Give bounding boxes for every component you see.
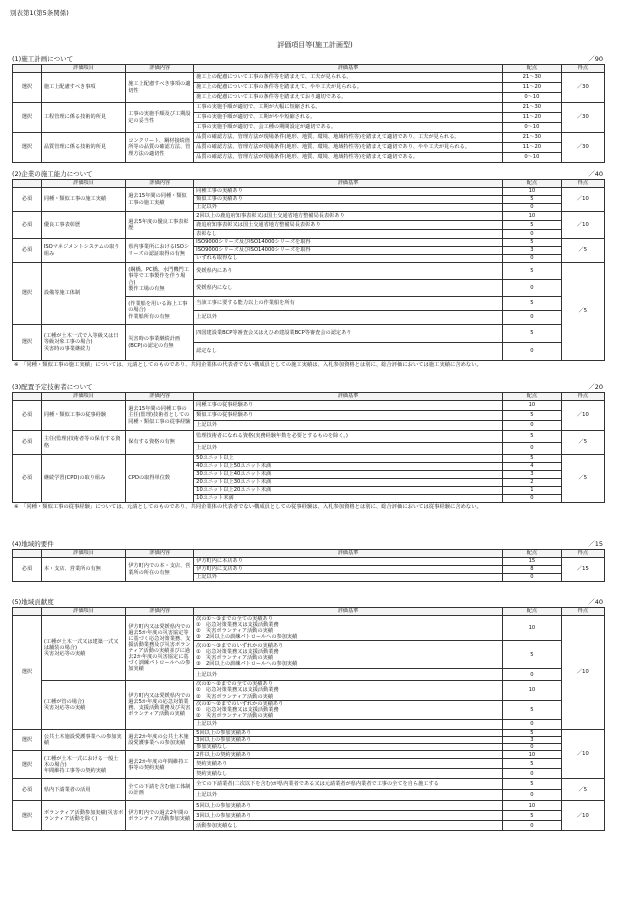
criteria-text: 類似工事の実績あり — [194, 196, 503, 204]
selection-type: 選択 — [13, 133, 42, 163]
section-total: ／40 — [588, 170, 603, 178]
header-criteria: 評価基準 — [194, 180, 503, 188]
score-cell: ／10 — [561, 801, 604, 831]
header-item: 評価項目 — [41, 180, 125, 188]
section-total: ／40 — [588, 598, 603, 606]
criteria-text: 3回以上の参加実績あり — [194, 737, 503, 744]
section-title-text: (5)地域貢献度 — [12, 598, 54, 606]
selection-type: 必須 — [13, 779, 42, 801]
evaluation-table — [12, 179, 605, 361]
criteria-text: 全ての下請業者(二次以下を含む)が県内業者である又は元請業者が県内業者で工事の全てを自ら施工する — [194, 779, 503, 790]
points-value: 21～30 — [503, 133, 562, 143]
section-note: ※ 「同種・類似工事の従事経験」については、元請としてのものであり、共同企業体の代表者でない構成員としての従事経験は、入札参加資格とは別に、総合評価においては従事経験に含めない。 — [14, 504, 482, 510]
criteria-text: 施工上の配慮について工事の条件等を踏まえており適切である。 — [194, 93, 503, 103]
points-value: 0 — [503, 230, 562, 239]
points-value: 0 — [503, 421, 562, 431]
criteria-text: 同種工事の実績あり — [194, 188, 503, 196]
header-blank — [13, 393, 42, 401]
points-value: 10 — [503, 751, 562, 759]
criteria-row — [13, 616, 605, 641]
points-value: 0 — [503, 280, 562, 297]
evaluation-item: 継続学習(CPD)の取り組み — [41, 455, 125, 503]
evaluation-content: CPDの取得単位数 — [126, 455, 194, 503]
criteria-row — [13, 751, 605, 759]
selection-type: 必須 — [13, 455, 42, 503]
evaluation-item: 設備等施工体制 — [41, 263, 125, 325]
selection-type: 必須 — [13, 401, 42, 431]
points-value: 1 — [503, 487, 562, 495]
selection-type: 選択 — [13, 263, 42, 325]
header-score: 得点 — [561, 65, 604, 73]
criteria-text: 四国建設業BCP等審査会又はえひめ建設業BCP等審査会の認定あり — [194, 325, 503, 343]
criteria-row — [13, 401, 605, 411]
header-content: 評価内容 — [126, 180, 194, 188]
points-value: 5 — [503, 239, 562, 247]
section-note: ※ 「同種・類似工事の施工実績」については、元請としてのものであり、共同企業体の代表者でない構成員としての施工実績は、入札参加資格とは別に、総合評価においては施工実績に含めない。 — [14, 362, 482, 368]
criteria-text: 40ユニット以上50ユニット未満 — [194, 463, 503, 471]
evaluation-item: 工程管理に係る技術的所見 — [41, 103, 125, 133]
points-value: 0～10 — [503, 123, 562, 133]
header-points: 配点 — [503, 180, 562, 188]
points-value: 10 — [503, 212, 562, 221]
evaluation-item: 本・支店、営業所の有無 — [41, 558, 125, 582]
criteria-text: 5回以上の参加実績あり — [194, 801, 503, 811]
section-total: ／90 — [588, 55, 603, 63]
score-cell: ／10 — [561, 401, 604, 431]
evaluation-item: ボランティア活動参加実績(災害ボランティア活動を除く) — [41, 801, 125, 831]
criteria-text: 品質の確認方法、管理方法が現場条件(地形、地質、環境、地域特性等)を踏まえて適切であり、やや工夫が見られる。 — [194, 143, 503, 153]
evaluation-content: 過去2か年度の公共土木施設愛護事業への参加実績 — [126, 729, 194, 750]
points-value: 4 — [503, 463, 562, 471]
evaluation-content: 工事の実施手順及び工期設定の妥当性 — [126, 103, 194, 133]
score-cell: ／5 — [561, 779, 604, 801]
criteria-row — [13, 212, 605, 221]
evaluation-item: 同種・類似工事の従事経験 — [41, 401, 125, 431]
section-total: ／15 — [588, 540, 603, 548]
header-content: 評価内容 — [126, 393, 194, 401]
points-value: 0 — [503, 343, 562, 361]
evaluation-table — [12, 392, 605, 503]
points-value: 5 — [503, 263, 562, 280]
criteria-row — [13, 133, 605, 143]
header-criteria: 評価基準 — [194, 550, 503, 558]
evaluation-item: 県内下請業者の活用 — [41, 779, 125, 801]
evaluation-item: (工種が土木一式で入等級又は日等級対象工事の場合) 災害時の事業継続力 — [41, 325, 125, 361]
header-item: 評価項目 — [41, 393, 125, 401]
header-points: 配点 — [503, 393, 562, 401]
evaluation-item: 同種・類似工事の施工実績 — [41, 188, 125, 212]
header-row — [13, 393, 605, 401]
points-value: 0～10 — [503, 93, 562, 103]
score-cell: ／10 — [561, 616, 604, 730]
criteria-text: 上記以外 — [194, 204, 503, 212]
header-blank — [13, 180, 42, 188]
selection-type: 必須 — [13, 188, 42, 212]
criteria-text: 契約実績なし — [194, 769, 503, 779]
score-cell: ／5 — [561, 263, 604, 361]
evaluation-item: 公共土木施設愛護事業への参加実績 — [41, 729, 125, 750]
section-title — [12, 540, 605, 549]
page-header: 別表第1(第5条関係) — [10, 9, 69, 17]
evaluation-table — [12, 64, 605, 163]
criteria-text: 愛媛県内になし — [194, 280, 503, 297]
criteria-text: 工事の実施手順が適切で、工期が大幅に短縮される。 — [194, 103, 503, 113]
score-cell: ／30 — [561, 133, 604, 163]
points-value: 10 — [503, 681, 562, 700]
criteria-text: 2件以上の契約実績あり — [194, 751, 503, 759]
evaluation-content: 過去2か年度の年間維持工事等の契約実績 — [126, 751, 194, 779]
score-cell: ／5 — [561, 239, 604, 263]
header-item: 評価項目 — [41, 550, 125, 558]
criteria-text: 上記以外 — [194, 421, 503, 431]
criteria-text: 施工上の配慮について工事の条件等を踏まえて、工夫が見られる。 — [194, 73, 503, 83]
evaluation-content: (作業船を用いる海上工事の場合) 作業船所有の有無 — [126, 297, 194, 325]
criteria-row — [13, 325, 605, 343]
section-title-text: (1)施工計画について — [12, 55, 74, 63]
score-cell: ／10 — [561, 729, 604, 778]
evaluation-item: (工種が管の場合) 災害対応等の実績 — [41, 681, 125, 730]
evaluation-item: 施工上配慮すべき事項 — [41, 73, 125, 103]
criteria-text: 伊方町内に本店あり — [194, 558, 503, 566]
points-value: 10 — [503, 401, 562, 411]
criteria-text: 10ユニット未満 — [194, 495, 503, 503]
points-value: 5 — [503, 641, 562, 669]
header-item: 評価項目 — [41, 65, 125, 73]
points-value: 0 — [503, 669, 562, 681]
evaluation-item: 主任(監理)技術者等の保有する資格 — [41, 431, 125, 455]
criteria-row — [13, 263, 605, 280]
header-blank — [13, 550, 42, 558]
points-value: 0 — [503, 574, 562, 582]
criteria-text: いずれも取得なし — [194, 255, 503, 263]
header-score: 得点 — [561, 393, 604, 401]
points-value: 5 — [503, 221, 562, 230]
evaluation-item: (工種が土木一式における一般土木の場合) 年間維持工事等の契約実績 — [41, 751, 125, 779]
criteria-text: ISO9000シリーズ及びISO14000シリーズを取得 — [194, 239, 503, 247]
section-total: ／20 — [588, 383, 603, 391]
criteria-text: 3回以上の参加実績あり — [194, 811, 503, 821]
section-title — [12, 55, 605, 64]
section-4 — [12, 540, 605, 582]
criteria-text: 上記以外 — [194, 443, 503, 455]
evaluation-table — [12, 549, 605, 582]
evaluation-content: 過去5年度の優良工事表彰歴 — [126, 212, 194, 239]
criteria-text: 2回以上の鹿追府知事表彰又は国土交通省地方整備局長表彰あり — [194, 212, 503, 221]
header-row — [13, 550, 605, 558]
section-title — [12, 383, 605, 392]
section-title-text: (4)地域的要件 — [12, 540, 54, 548]
section-title — [12, 170, 605, 179]
selection-type: 必須 — [13, 212, 42, 239]
criteria-row — [13, 779, 605, 790]
evaluation-item: 優良工事表彰歴 — [41, 212, 125, 239]
points-value: 15 — [503, 558, 562, 566]
header-blank — [13, 65, 42, 73]
header-score: 得点 — [561, 180, 604, 188]
header-row — [13, 65, 605, 73]
evaluation-content: 保有する資格の有無 — [126, 431, 194, 455]
score-cell: ／30 — [561, 103, 604, 133]
criteria-text: 上記以外 — [194, 669, 503, 681]
points-value: 10 — [503, 801, 562, 811]
points-value: 3 — [503, 737, 562, 744]
points-value: 3 — [503, 247, 562, 255]
points-value: 5 — [503, 729, 562, 736]
criteria-text: 20ユニット以上30ユニット未満 — [194, 479, 503, 487]
document-title: 評価項目等(施工計画型) — [277, 41, 353, 49]
criteria-text: 30ユニット以上40ユニット未満 — [194, 471, 503, 479]
score-cell: ／30 — [561, 73, 604, 103]
selection-type: 選択 — [13, 73, 42, 103]
points-value: 0 — [503, 311, 562, 325]
header-row — [13, 608, 605, 616]
evaluation-content: コンクリート、鋼材接続箇所等の品質の確認方法、管理方法の適切性 — [126, 133, 194, 163]
evaluation-item: 品質管理に係る技術的所見 — [41, 133, 125, 163]
section-2 — [12, 170, 605, 368]
header-blank — [13, 608, 42, 616]
header-score: 得点 — [561, 608, 604, 616]
points-value: 11～20 — [503, 83, 562, 93]
selection-type: 選択 — [13, 325, 42, 361]
points-value: 10 — [503, 616, 562, 641]
criteria-row — [13, 188, 605, 196]
section-title-text: (2)企業の施工能力について — [12, 170, 93, 178]
header-row — [13, 180, 605, 188]
evaluation-table — [12, 607, 605, 831]
section-5 — [12, 598, 605, 831]
criteria-text: 50ユニット以上 — [194, 455, 503, 463]
points-value: 5 — [503, 700, 562, 719]
criteria-text: 次の①～③までのいずれかの実績あり ① 応急対策業務又は支援活動業務 ② 災害ボランティア活動の実績 ③ 2回以上の訓練パトロールへの参加実績 — [194, 641, 503, 669]
score-cell: ／10 — [561, 188, 604, 212]
header-criteria: 評価基準 — [194, 608, 503, 616]
points-value: 0 — [503, 495, 562, 503]
points-value: 5 — [503, 431, 562, 443]
selection-type: 選択 — [13, 103, 42, 133]
score-cell: ／10 — [561, 212, 604, 239]
criteria-text: 品質の確認方法、管理方法が現場条件(地形、地質、環境、地域特性等)を踏まえて適切である。 — [194, 153, 503, 163]
points-value: 0 — [503, 204, 562, 212]
criteria-text: 次の①～②までの全ての実績あり ① 応急対策業務又は支援活動業務 ② 災害ボランティア活動の実績 — [194, 681, 503, 700]
criteria-row — [13, 681, 605, 700]
criteria-row — [13, 431, 605, 443]
evaluation-item: (工種が土木一式又は建築一式又は舗装の場合) 災害対応等の実績 — [41, 616, 125, 681]
points-value: 0 — [503, 719, 562, 729]
evaluation-content: 伊方町内又は愛媛県内での過去5か年度の災害協定等に基づく応急対策業務、支援活動業務及び災害ボランティア活動の実績並びに過去2か年度の災害協定に基づく訓練パトロールへの参加実績 — [126, 616, 194, 681]
points-value: 0 — [503, 443, 562, 455]
criteria-text: 参加実績なし — [194, 744, 503, 751]
criteria-text: 活動参加実績なし — [194, 821, 503, 831]
points-value: 5 — [503, 196, 562, 204]
criteria-text: 当該工事に要する能力以上の作業船を所有 — [194, 297, 503, 311]
points-value: 0～10 — [503, 153, 562, 163]
criteria-text: 次の①～③までの全ての実績あり ① 応急対策業務又は支援活動業務 ② 災害ボランティア活動の実績 ③ 2回以上の訓練パトロールへの参加実績 — [194, 616, 503, 641]
points-value: 0 — [503, 821, 562, 831]
criteria-text: 施工上の配慮について工事の条件等を踏まえて、やや工夫が見られる。 — [194, 83, 503, 93]
header-criteria: 評価基準 — [194, 65, 503, 73]
section-3 — [12, 383, 605, 510]
criteria-text: 愛媛県内にあり — [194, 263, 503, 280]
criteria-row — [13, 801, 605, 811]
score-cell: ／5 — [561, 431, 604, 455]
points-value: 0 — [503, 255, 562, 263]
selection-type: 選択 — [13, 801, 42, 831]
selection-type: 必須 — [13, 558, 42, 582]
evaluation-content: 全ての下請を含む施工体制の計画 — [126, 779, 194, 801]
points-value: 5 — [503, 297, 562, 311]
evaluation-content: 伊方町内での本・支店、営業所の所在の有無 — [126, 558, 194, 582]
points-value: 5 — [503, 759, 562, 769]
evaluation-content: 伊方町内での過去2年間のボランティア活動参加実績 — [126, 801, 194, 831]
points-value: 5 — [503, 455, 562, 463]
criteria-text: 認定なし — [194, 343, 503, 361]
header-criteria: 評価基準 — [194, 393, 503, 401]
header-points: 配点 — [503, 65, 562, 73]
header-score: 得点 — [561, 550, 604, 558]
points-value: 11～20 — [503, 113, 562, 123]
criteria-text: 伊方町内に支店あり — [194, 566, 503, 574]
header-points: 配点 — [503, 608, 562, 616]
criteria-text: 表彰なし — [194, 230, 503, 239]
selection-type: 必須 — [13, 431, 42, 455]
criteria-text: 5回以上の参加実績あり — [194, 729, 503, 736]
points-value: 5 — [503, 779, 562, 790]
points-value: 5 — [503, 411, 562, 421]
header-points: 配点 — [503, 550, 562, 558]
evaluation-content: (鋼橋、PC橋、水門機門工事等で工事製作を伴う場合) 製作工場の有無 — [126, 263, 194, 297]
evaluation-content: 伊方町内又は愛媛県内での過去5か年度の応急対策業務、支援活動業務及び災害ボランティア活動の実績 — [126, 681, 194, 730]
points-value: 8 — [503, 566, 562, 574]
criteria-row — [13, 729, 605, 736]
points-value: 21～30 — [503, 73, 562, 83]
points-value: 0 — [503, 790, 562, 801]
evaluation-content: 災害時の事業継続計画(BCP)の認定の有無 — [126, 325, 194, 361]
criteria-text: 監理技術者になれる資格(実務経験年数を必要とするものを除く。) — [194, 431, 503, 443]
header-content: 評価内容 — [126, 608, 194, 616]
evaluation-content: 県内事業所におけるISOシリーズの認証取得の有無 — [126, 239, 194, 263]
section-title-text: (3)配置予定技術者について — [12, 383, 93, 391]
points-value: 21～30 — [503, 103, 562, 113]
criteria-row — [13, 73, 605, 83]
criteria-text: 契約実績あり — [194, 759, 503, 769]
criteria-text: 上記以外 — [194, 311, 503, 325]
selection-type: 選択 — [13, 751, 42, 779]
selection-type: 必須 — [13, 239, 42, 263]
criteria-row — [13, 239, 605, 247]
points-value: 11～20 — [503, 143, 562, 153]
criteria-text: 類似工事の従事経験あり — [194, 411, 503, 421]
criteria-row — [13, 455, 605, 463]
points-value: 0 — [503, 744, 562, 751]
criteria-text: 次の①～②までのいずれかの実績あり ① 応急対策業務又は支援活動業務 ② 災害ボランティア活動の実績 — [194, 700, 503, 719]
points-value: 0 — [503, 769, 562, 779]
criteria-text: 同種工事の従事経験あり — [194, 401, 503, 411]
criteria-text: 上記以外 — [194, 719, 503, 729]
points-value: 3 — [503, 471, 562, 479]
header-item: 評価項目 — [41, 608, 125, 616]
evaluation-content: 過去15年間の同種工事の主任(監理)技術者としての同種・類似工事の従事経験 — [126, 401, 194, 431]
score-cell: ／5 — [561, 455, 604, 503]
points-value: 5 — [503, 325, 562, 343]
selection-type: 選択 — [13, 729, 42, 750]
header-content: 評価内容 — [126, 550, 194, 558]
criteria-text: 10ユニット以上20ユニット未満 — [194, 487, 503, 495]
selection-type: 選択 — [13, 616, 42, 730]
criteria-row — [13, 558, 605, 566]
score-cell: ／15 — [561, 558, 604, 582]
criteria-text: 上記以外 — [194, 574, 503, 582]
evaluation-item: ISOマネジメントシステムの取り組み — [41, 239, 125, 263]
points-value: 10 — [503, 188, 562, 196]
criteria-text: ISO9000シリーズ及びISO14000シリーズを取得 — [194, 247, 503, 255]
evaluation-content: 施工上配慮すべき事項の適切性 — [126, 73, 194, 103]
criteria-text: 工事の実施手順が適切で、工期がやや短縮される。 — [194, 113, 503, 123]
criteria-text: 鹿追府知事表彰又は国土交通省地方整備局長表彰あり — [194, 221, 503, 230]
section-1 — [12, 55, 605, 163]
criteria-text: 上記以外 — [194, 790, 503, 801]
criteria-row — [13, 103, 605, 113]
points-value: 2 — [503, 479, 562, 487]
criteria-text: 工事の実施手順が適切で、会工種の期間設定が適切である。 — [194, 123, 503, 133]
section-title — [12, 598, 605, 607]
header-content: 評価内容 — [126, 65, 194, 73]
points-value: 5 — [503, 811, 562, 821]
criteria-text: 品質の確認方法、管理方法が現場条件(地形、地質、環境、地域特性等)を踏まえて適切であり、工夫が見られる。 — [194, 133, 503, 143]
evaluation-content: 過去15年間の同種・類似工事の施工実績 — [126, 188, 194, 212]
